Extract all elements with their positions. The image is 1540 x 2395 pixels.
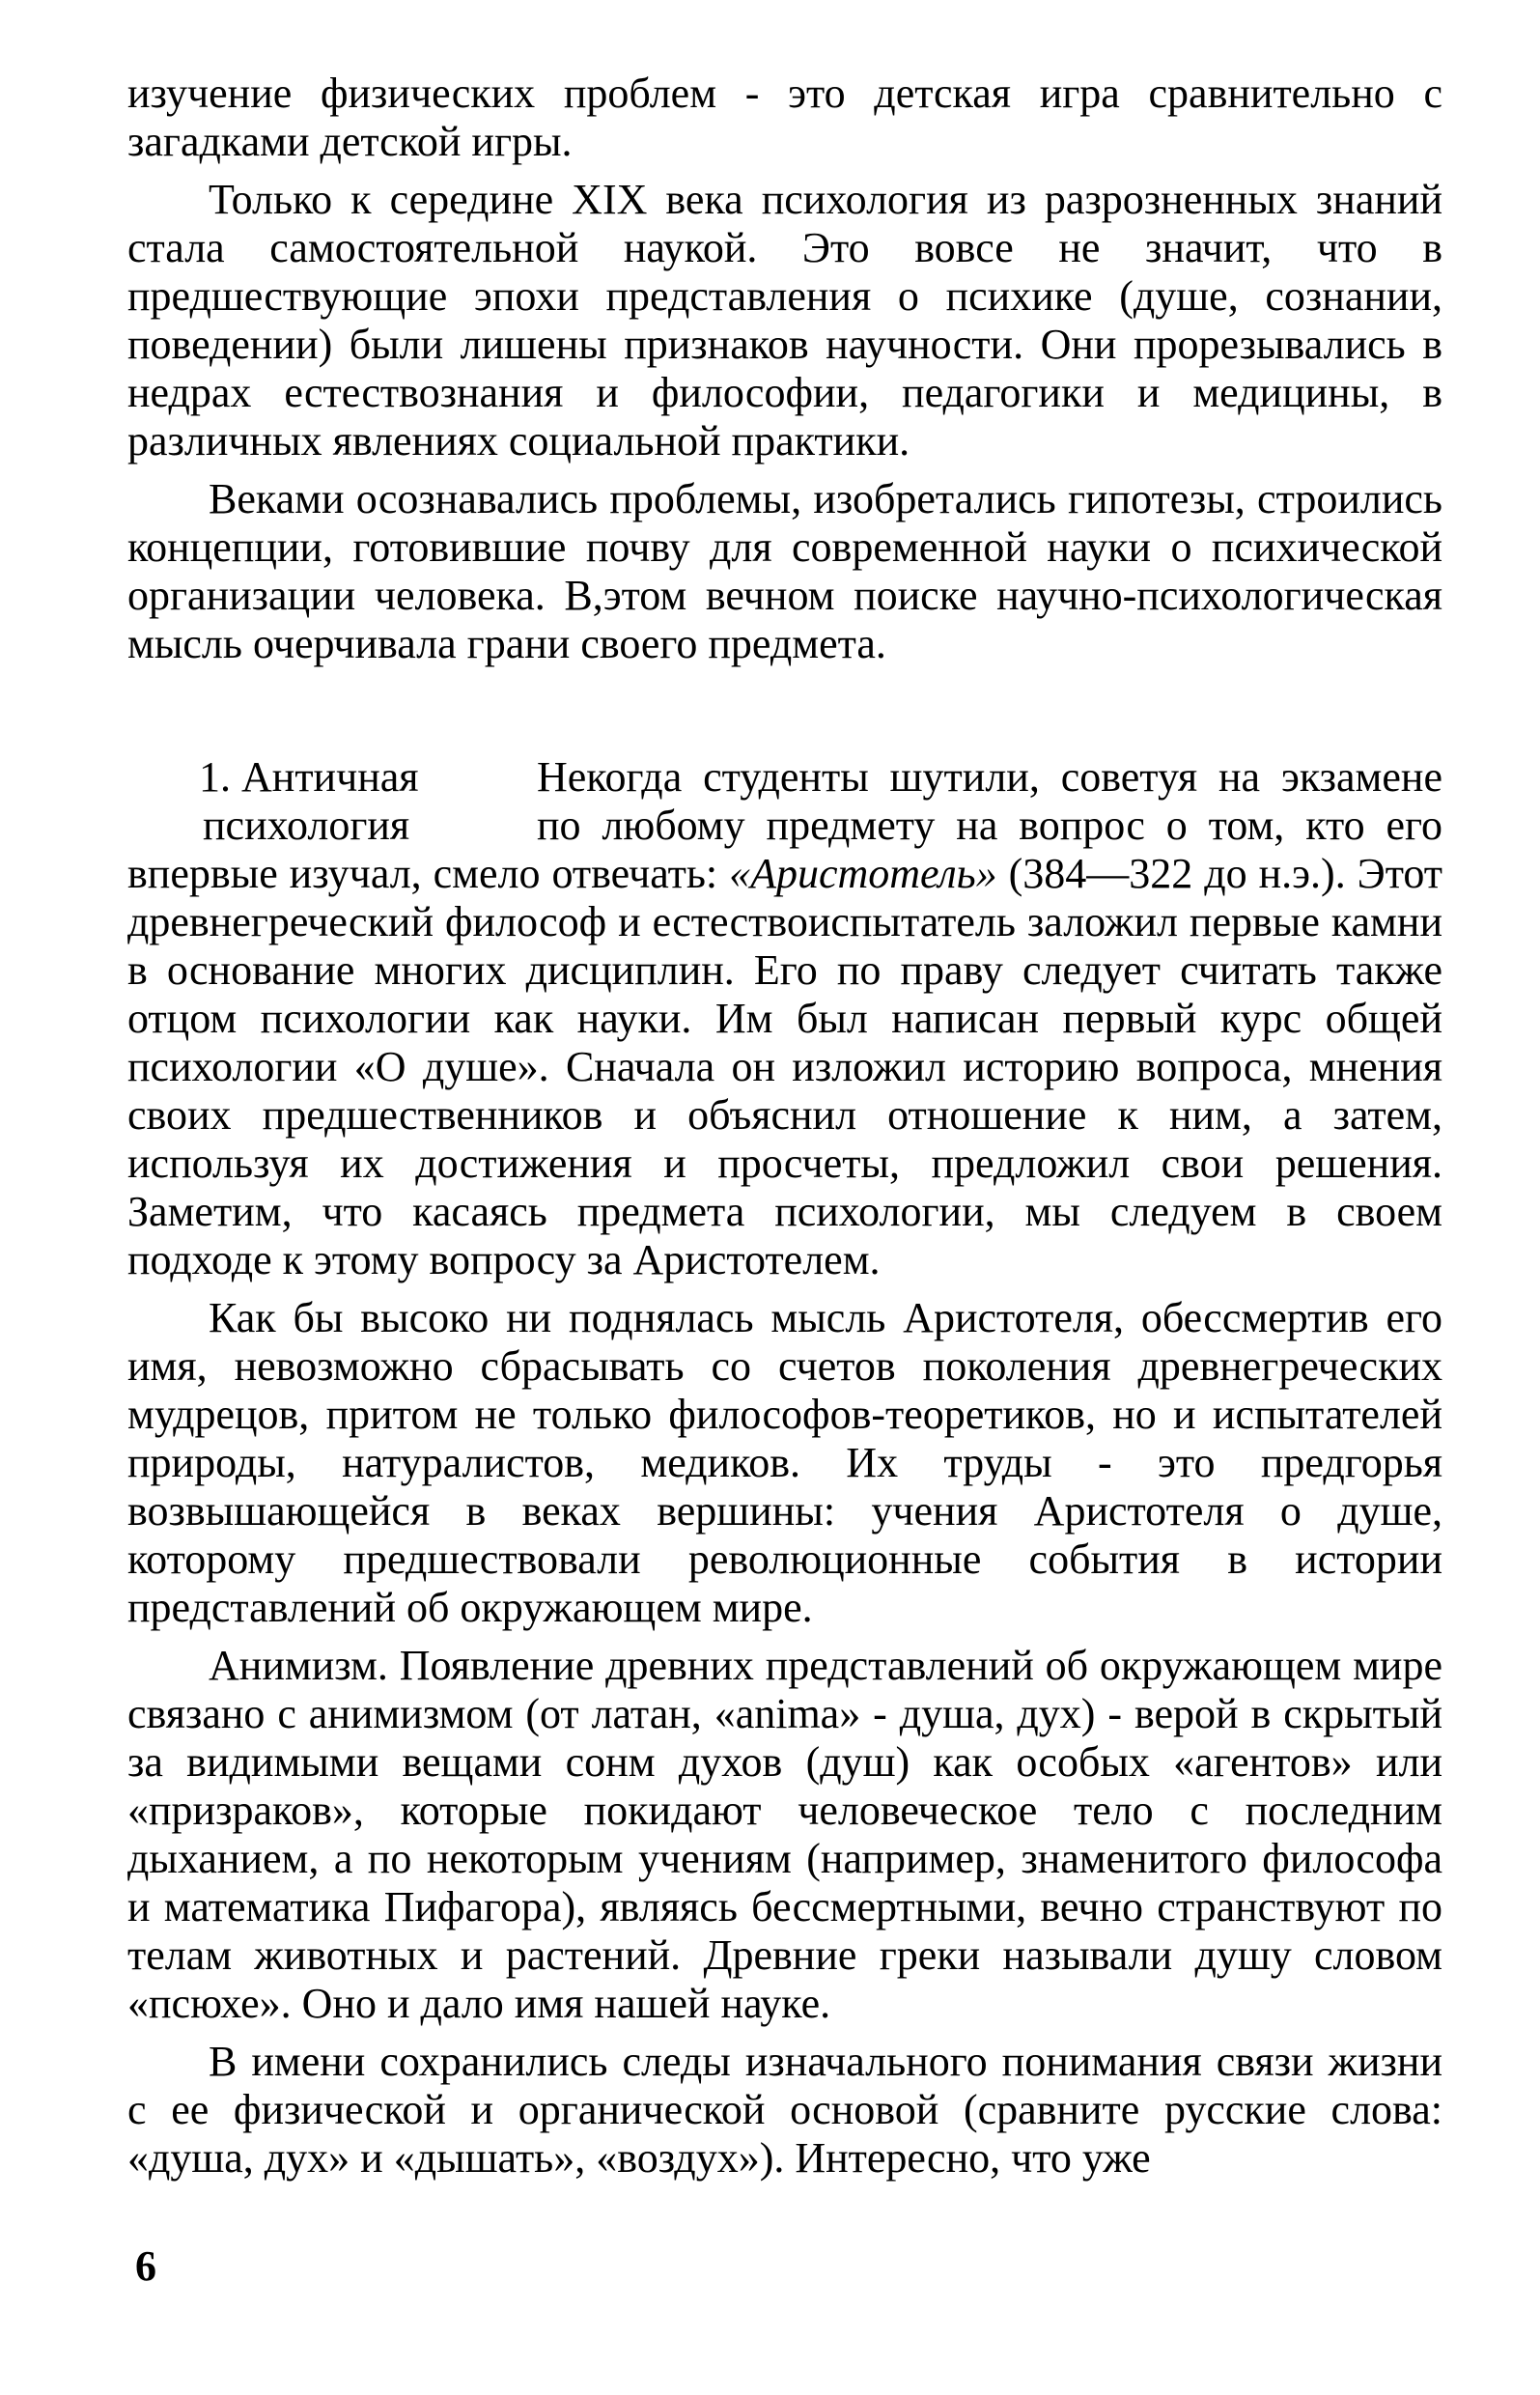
paragraph-xix-century: Только к середине XIX века психология из разрозненных знаний стала самостоятельной наукой. Это вовсе не значит, что в предшествующие эпохи представления о психике (душе, сознании, поведении) были лишены признаков научности. Они прорезывались в недрах естествознания и философии, педагогики и медицины, в различных явлениях социальной практики. xyxy=(127,176,1442,465)
page-body xyxy=(127,70,1442,2183)
section-heading-line2: психология xyxy=(203,802,410,849)
section-heading-line1: 1. Античная xyxy=(199,753,419,801)
paragraph-continuation: изучение физических проблем - это детская игра сравнительно с загадками детской игры. xyxy=(127,70,1442,165)
section-heading xyxy=(199,753,518,850)
aristotle-text-after: (384—322 до н.э.). Этот древнегреческий философ и естествоиспытатель заложил первые камни в основание многих дисциплин. Его по праву следует считать также отцом психологии как науки. Им был написан первый курс общей психологии «О душе». Сначала он изложил историю вопроса, мнения своих предшественников и объяснил отношение к ним, а затем, используя их достижения и просчеты, предложил свои решения. Заметим, что касаясь предмета психологии, мы следуем в своем подходе к этому вопросу за Аристотелем. xyxy=(127,850,1442,1283)
paragraph-greek-sages: Как бы высоко ни поднялась мысль Аристотеля, обессмертив его имя, невозможно сбрасывать со счетов поколения древнегреческих мудрецов, притом не только философов-теоретиков, но и испытателей природы, натуралистов, медиков. Их труды - это предгорья возвышающейся в веках вершины: учения Аристотеля о душе, которому предшествовали революционные события в истории представлений об окружающем мире. xyxy=(127,1294,1442,1631)
aristotle-text-before: Некогда студенты шутили, советуя на экзамене по любому предмету на вопрос о том, кто его впервые изучал, смело отвечать: xyxy=(127,753,1442,897)
page-number: 6 xyxy=(135,2242,156,2290)
section-ancient-psychology xyxy=(127,753,1442,1284)
aristotle-citation: «Аристотель» xyxy=(729,850,997,897)
paragraph-centuries: Веками осознавались проблемы, изобретались гипотезы, строились концепции, готовившие почву для современной науки о психической организации человека. В,этом вечном поиске научно-психологическая мысль очерчивала грани своего предмета. xyxy=(127,475,1442,667)
paragraph-animism: Анимизм. Появление древних представлений об окружающем мире связано с анимизмом (от латан, «anima» - душа, дух) - верой в скрытый за видимыми вещами сонм духов (душ) как особых «агентов» или «призраков», которые покидают человеческое тело с последним дыханием, а по некоторым учениям (например, знаменитого философа и математика Пифагора), являясь бессмертными, вечно странствуют по телам животных и растений. Древние греки называли душу словом «псюхе». Оно и дало имя нашей науке. xyxy=(127,1642,1442,2027)
paragraph-name-origin: В имени сохранились следы изначального понимания связи жизни с ее физической и органической основой (сравните русские слова: «душа, дух» и «дышать», «воздух»). Интересно, что уже xyxy=(127,2038,1442,2182)
